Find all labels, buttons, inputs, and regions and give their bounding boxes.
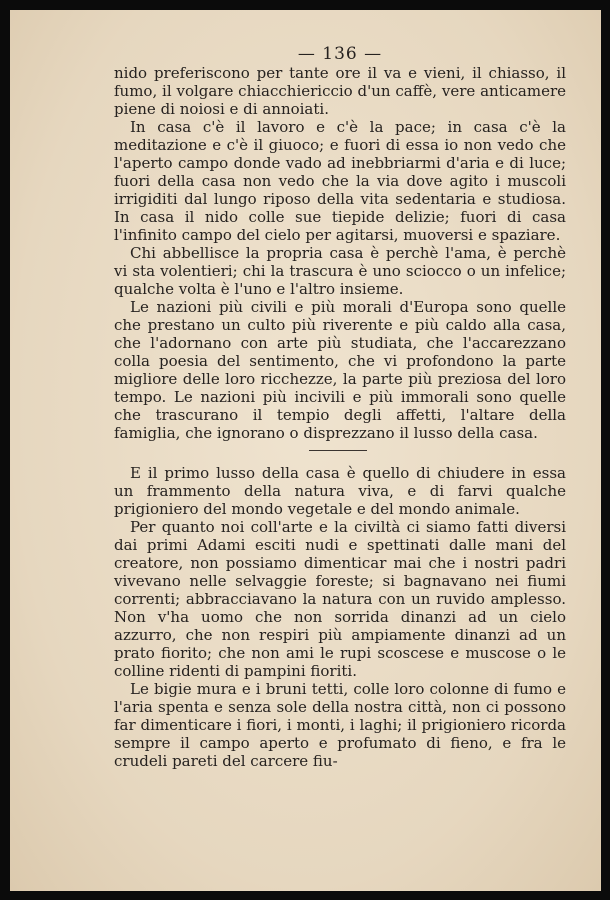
separator-area bbox=[114, 442, 566, 464]
paragraph: nido preferiscono per tante ore il va e vieni, il chiasso, il fumo, il volgare chiacchiericcio d'un caffè, vere anticamere piene di noiosi e di annoiati. bbox=[114, 64, 566, 118]
paragraph: In casa c'è il lavoro e c'è la pace; in casa c'è la meditazione e c'è il giuoco; e fuori di essa io non vedo che l'aperto campo donde vado ad inebbriarmi d'aria e di luce; fuori della casa non vedo che la via dove agito i muscoli irrigiditi dal lungo riposo della vita sedentaria e studiosa. In casa il nido colle sue tiepide delizie; fuori di casa l'infinito campo del cielo per agitarsi, muoversi e spaziare. bbox=[114, 118, 566, 244]
page-number: — 136 — bbox=[297, 44, 383, 64]
paragraph: E il primo lusso della casa è quello di chiudere in essa un frammento della natura viva, e di farvi qualche prigioniero del mondo vegetale e del mondo animale. bbox=[114, 464, 566, 518]
paragraph: Le bigie mura e i bruni tetti, colle loro colonne di fumo e l'aria spenta e senza sole della nostra città, non ci possono far dimenticare i fiori, i monti, i laghi; il prigioniero ricorda sempre il campo aperto e profumato di fieno, e fra le crudeli pareti del carcere fiu- bbox=[114, 680, 566, 770]
page-content bbox=[114, 44, 566, 770]
paragraph: Chi abbellisce la propria casa è perchè l'ama, è perchè vi sta volentieri; chi la trascura è uno sciocco o un infelice; qualche volta è l'uno e l'altro insieme. bbox=[114, 244, 566, 298]
paragraph: Per quanto noi coll'arte e la civiltà ci siamo fatti diversi dai primi Adami esciti nudi e spettinati dalle mani del creatore, non possiamo dimenticar mai che i nostri padri vivevano nelle selvaggie foreste; si bagnavano nei fiumi correnti; abbracciavano la natura con un ruvido amplesso. Non v'ha uomo che non sorrida dinanzi ad un cielo azzurro, che non respiri più ampiamente dinanzi ad un prato fiorito; che non ami le rupi scoscese e muscose o le colline ridenti di pampini fioriti. bbox=[114, 518, 566, 680]
section-divider bbox=[309, 450, 367, 451]
book-page bbox=[10, 10, 601, 891]
paragraph: Le nazioni più civili e più morali d'Europa sono quelle che prestano un culto più riverente e più caldo alla casa, che l'adornano con arte più studiata, che l'accarezzano colla poesia del sentimento, che vi profondono la parte migliore delle loro ricchezze, la parte più preziosa del loro tempo. Le nazioni più incivili e più immorali sono quelle che trascurano il tempio degli affetti, l'altare della famiglia, che ignorano o disprezzano il lusso della casa. bbox=[114, 298, 566, 442]
